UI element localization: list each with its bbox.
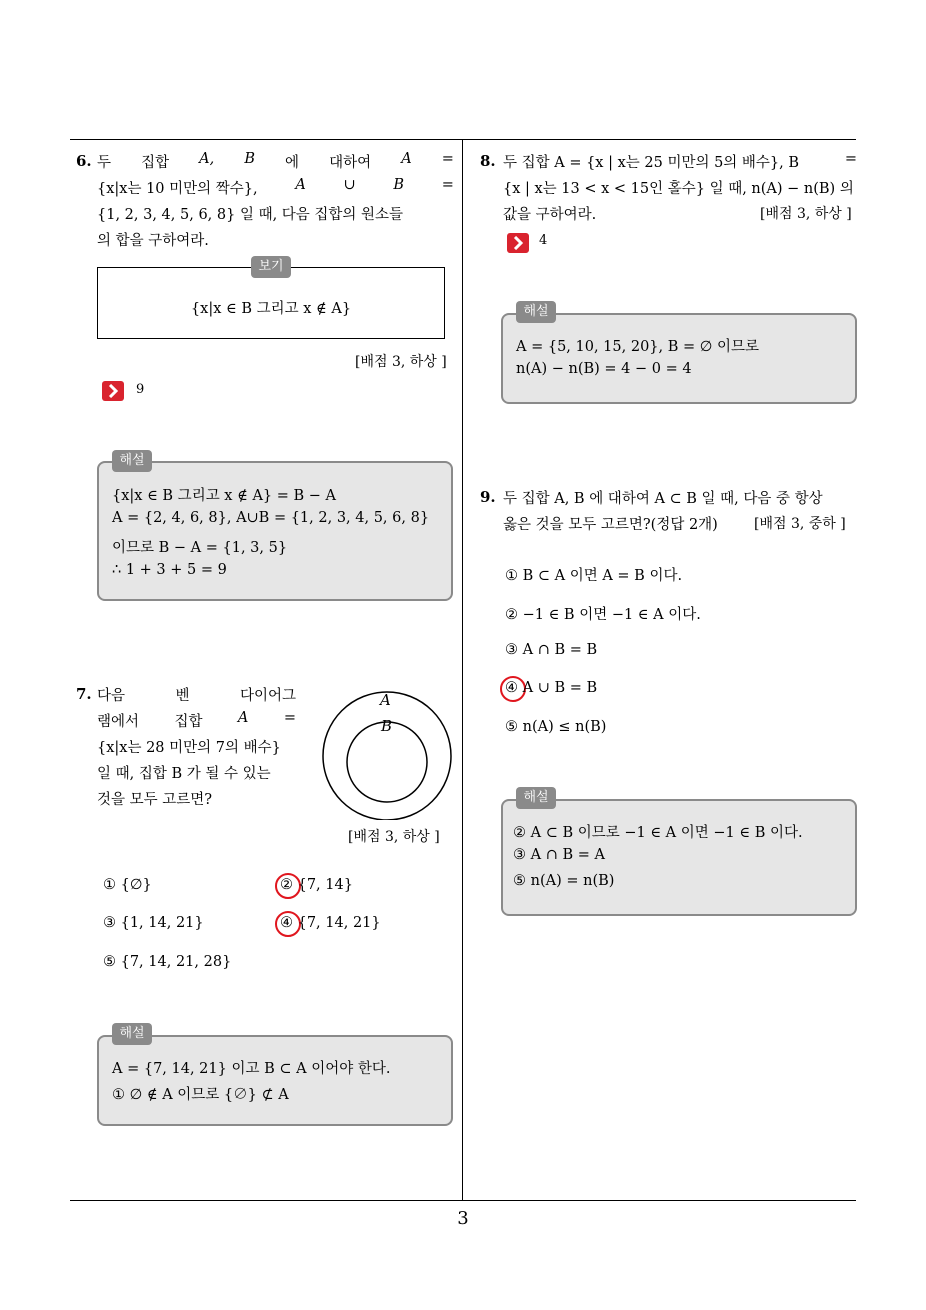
q9-solution-label: 해설 <box>516 787 556 809</box>
q6-word: = <box>441 151 454 167</box>
q7-line-5: 것을 모두 고르면? <box>97 792 213 808</box>
q9-choice-4: ④ A ∪ B = B <box>505 680 598 696</box>
q6-word: 에 <box>285 155 300 171</box>
q6-solution-line: 이므로 B − A = {1, 3, 5} <box>112 540 288 556</box>
q7-choice-1: ① {∅} <box>103 877 152 893</box>
q7-word: 벤 <box>175 688 190 704</box>
q7-choice-4: ④ {7, 14, 21} <box>280 915 381 931</box>
q6-word: ∪ <box>343 177 356 193</box>
q6-solution-line: {x|x ∈ B 그리고 x ∉ A} = B − A <box>112 488 336 504</box>
q6-solution-line: A = {2, 4, 6, 8}, A∪B = {1, 2, 3, 4, 5, 6, 8} <box>112 510 430 526</box>
q8-solution-box <box>501 313 857 404</box>
q9-number: 9. <box>480 488 496 506</box>
venn-outer-circle <box>323 692 451 820</box>
q8-line-3: 값을 구하여라. <box>503 207 597 223</box>
q8-answer: 4 <box>539 233 548 248</box>
q7-solution-box <box>97 1035 453 1126</box>
q7-word: A <box>237 710 249 726</box>
q6-line-4: 의 합을 구하여라. <box>97 233 209 249</box>
q6-word: A, <box>199 151 215 167</box>
q8-score: [배점 3, 하상 ] <box>760 206 852 222</box>
q9-solution-line: ⑤ n(A) = n(B) <box>513 873 615 889</box>
q6-line-2 <box>97 177 454 198</box>
q7-solution-line: ① ∅ ∉ A 이므로 {∅} ⊄ A <box>112 1087 289 1103</box>
chevron-right-icon <box>507 233 529 253</box>
q7-choice-3: ③ {1, 14, 21} <box>103 915 204 931</box>
q7-line-2 <box>97 710 296 731</box>
bogi-label: 보기 <box>251 256 291 278</box>
q9-choice-3: ③ A ∩ B = B <box>505 642 598 658</box>
q6-answer: 9 <box>136 382 145 397</box>
venn-label-a: A <box>380 691 391 709</box>
q8-line-2: {x | x는 13 < x < 15인 홀수} 일 때, n(A) − n(B) 의 <box>503 181 854 197</box>
chevron-right-icon <box>102 381 124 401</box>
q6-solution-label: 해설 <box>112 450 152 472</box>
q7-solution-line: A = {7, 14, 21} 이고 B ⊂ A 이어야 한다. <box>112 1061 391 1077</box>
q6-word: A <box>401 151 412 167</box>
q7-word: 다음 <box>97 688 126 704</box>
q8-word: = <box>844 151 857 167</box>
q7-choice-5: ⑤ {7, 14, 21, 28} <box>103 954 232 970</box>
q6-word: = <box>441 177 454 193</box>
q7-line-3: {x|x는 28 미만의 7의 배수} <box>97 740 281 756</box>
q9-solution-line: ③ A ∩ B = A <box>513 847 605 863</box>
page-number: 3 <box>457 1208 469 1229</box>
q9-choice-1: ① B ⊂ A 이면 A = B 이다. <box>505 568 683 584</box>
q6-word: 집합 <box>141 155 170 171</box>
q6-solution-line: ∴ 1 + 3 + 5 = 9 <box>112 562 227 578</box>
q7-number: 7. <box>76 685 92 703</box>
q6-word: B <box>244 151 255 167</box>
bogi-expression: {x|x ∈ B 그리고 x ∉ A} <box>190 301 352 317</box>
q7-word: 집합 <box>174 714 203 730</box>
q9-score: [배점 3, 중하 ] <box>754 516 846 532</box>
q8-number: 8. <box>480 152 496 170</box>
q9-line-2: 옳은 것을 모두 고르면?(정답 2개) <box>503 517 718 533</box>
q6-number: 6. <box>76 152 92 170</box>
q6-word: 두 <box>97 155 112 171</box>
q6-word: A <box>295 177 306 193</box>
q9-choice-2: ② −1 ∈ B 이면 −1 ∈ A 이다. <box>505 607 701 623</box>
q9-line-1: 두 집합 A, B 에 대하여 A ⊂ B 일 때, 다음 중 항상 <box>503 491 823 507</box>
q7-word: = <box>283 710 296 726</box>
venn-label-b: B <box>381 717 393 735</box>
q8-solution-line: n(A) − n(B) = 4 − 0 = 4 <box>516 361 692 377</box>
q6-word: {x|x는 10 미만의 짝수}, <box>97 181 258 197</box>
q8-solution-label: 해설 <box>516 301 556 323</box>
q7-choice-2: ② {7, 14} <box>280 877 353 893</box>
q7-word: 다이어그 <box>239 688 296 704</box>
q6-solution-box <box>97 461 453 601</box>
q8-word: 두 집합 A = {x | x는 25 미만의 5의 배수}, B <box>503 155 800 171</box>
q7-line-4: 일 때, 집합 B 가 될 수 있는 <box>97 766 271 782</box>
q7-score: [배점 3, 하상 ] <box>348 829 440 845</box>
q6-line-1 <box>97 151 454 172</box>
q8-solution-line: A = {5, 10, 15, 20}, B = ∅ 이므로 <box>516 339 760 355</box>
q7-word: 램에서 <box>97 714 140 730</box>
q6-score: [배점 3, 하상 ] <box>355 354 447 370</box>
q9-choice-5: ⑤ n(A) ≤ n(B) <box>505 719 607 735</box>
q6-line-3: {1, 2, 3, 4, 5, 6, 8} 일 때, 다음 집합의 원소들 <box>97 207 404 223</box>
q9-solution-line: ② A ⊂ B 이므로 −1 ∈ A 이면 −1 ∈ B 이다. <box>513 825 803 841</box>
q7-solution-label: 해설 <box>112 1023 152 1045</box>
bottom-rule <box>70 1200 856 1201</box>
venn-diagram <box>318 690 458 820</box>
top-rule <box>70 139 856 140</box>
q6-word: 대하여 <box>329 155 372 171</box>
q6-word: B <box>393 177 405 193</box>
q8-line-1 <box>503 151 857 172</box>
q7-line-1 <box>97 684 296 705</box>
column-divider <box>462 139 463 1201</box>
